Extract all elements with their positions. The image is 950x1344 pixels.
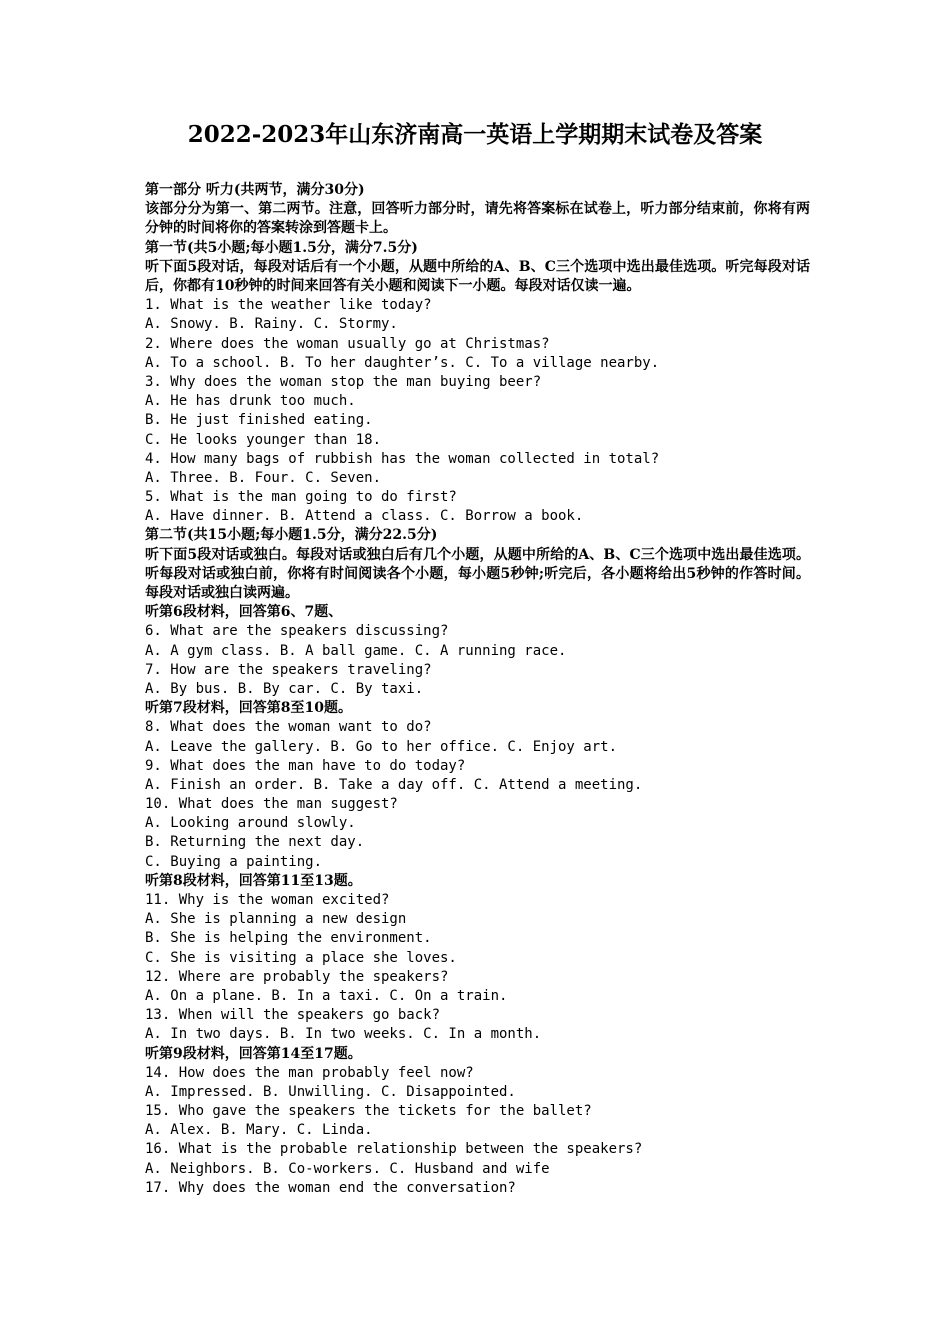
question-line: A. He has drunk too much. bbox=[145, 393, 356, 410]
question-line: 12. Where are probably the speakers? bbox=[145, 968, 449, 985]
section-heading: 听第8段材料，回答第11至13题。 bbox=[145, 872, 362, 889]
question-line: A. A gym class. B. A ball game. C. A running race. bbox=[145, 642, 567, 659]
instruction-paragraph: 听下面5段对话，每段对话后有一个小题，从题中所给的A、B、C三个选项中选出最佳选项。听完每段对话后，你都有10秒钟的时间来回答有关小题和阅读下一小题。每段对话仅读一遍。 bbox=[145, 258, 810, 294]
question-line: A. Impressed. B. Unwilling. C. Disappointed. bbox=[145, 1083, 516, 1100]
question-line: 10. What does the man suggest? bbox=[145, 796, 398, 813]
question-line: A. On a plane. B. In a taxi. C. On a train. bbox=[145, 987, 508, 1004]
question-line: B. She is helping the environment. bbox=[145, 930, 432, 947]
question-line: 1. What is the weather like today? bbox=[145, 297, 432, 314]
question-line: A. Alex. B. Mary. C. Linda. bbox=[145, 1122, 373, 1139]
question-line: 16. What is the probable relationship between the speakers? bbox=[145, 1141, 643, 1158]
section-heading: 第二节(共15小题;每小题1.5分，满分22.5分) bbox=[145, 527, 438, 544]
document-title: 2022-2023年山东济南高一英语上学期期末试卷及答案 bbox=[187, 121, 763, 148]
question-line: C. He looks younger than 18. bbox=[145, 431, 382, 448]
question-line: 3. Why does the woman stop the man buying beer? bbox=[145, 373, 542, 390]
question-line: A. She is planning a new design bbox=[145, 911, 407, 928]
section-heading: 听第7段材料，回答第8至10题。 bbox=[145, 700, 352, 717]
instruction-paragraph: 该部分分为第一、第二两节。注意，回答听力部分时，请先将答案标在试卷上，听力部分结束前，你将有两分钟的时间将你的答案转涂到答题卡上。 bbox=[145, 201, 810, 237]
question-line: A. Leave the gallery. B. Go to her office. C. Enjoy art. bbox=[145, 738, 618, 755]
section-heading: 第一节(共5小题;每小题1.5分，满分7.5分) bbox=[145, 239, 418, 256]
question-line: 9. What does the man have to do today? bbox=[145, 757, 466, 774]
question-line: 11. Why is the woman excited? bbox=[145, 892, 390, 909]
question-line: 14. How does the man probably feel now? bbox=[145, 1064, 474, 1081]
question-line: 2. Where does the woman usually go at Christmas? bbox=[145, 335, 550, 352]
question-line: A. Have dinner. B. Attend a class. C. Borrow a book. bbox=[145, 508, 584, 525]
question-line: A. Neighbors. B. Co-workers. C. Husband and wife bbox=[145, 1160, 550, 1177]
instruction-paragraph: 听下面5段对话或独白。每段对话或独白后有几个小题，从题中所给的A、B、C三个选项中选出最佳选项。听每段对话或独白前，你将有时间阅读各个小题，每小题5秒钟;听完后，各小题将给出5秒钟的作答时间。每段对话或独白读两遍。 bbox=[145, 546, 810, 602]
question-line: A. Snowy. B. Rainy. C. Stormy. bbox=[145, 316, 398, 333]
question-line: A. Looking around slowly. bbox=[145, 815, 356, 832]
question-line: 17. Why does the woman end the conversation? bbox=[145, 1179, 516, 1196]
question-line: A. Finish an order. B. Take a day off. C. Attend a meeting. bbox=[145, 776, 643, 793]
question-line: A. Three. B. Four. C. Seven. bbox=[145, 469, 382, 486]
section-heading: 听第9段材料，回答第14至17题。 bbox=[145, 1045, 362, 1062]
question-line: A. By bus. B. By car. C. By taxi. bbox=[145, 680, 424, 697]
question-line: 15. Who gave the speakers the tickets for the ballet? bbox=[145, 1103, 592, 1120]
section-heading: 第一部分 听力(共两节，满分30分) bbox=[145, 182, 365, 198]
question-line: C. Buying a painting. bbox=[145, 853, 323, 870]
question-line: 6. What are the speakers discussing? bbox=[145, 623, 449, 640]
question-line: 7. How are the speakers traveling? bbox=[145, 661, 432, 678]
document-body bbox=[145, 181, 810, 1198]
question-line: C. She is visiting a place she loves. bbox=[145, 949, 457, 966]
question-line: B. Returning the next day. bbox=[145, 834, 365, 851]
question-line: 13. When will the speakers go back? bbox=[145, 1007, 441, 1024]
question-line: A. In two days. B. In two weeks. C. In a month. bbox=[145, 1026, 542, 1043]
section-heading: 听第6段材料，回答第6、7题、 bbox=[145, 604, 343, 621]
question-line: B. He just finished eating. bbox=[145, 412, 373, 429]
question-line: 4. How many bags of rubbish has the woman collected in total? bbox=[145, 450, 660, 467]
question-line: 5. What is the man going to do first? bbox=[145, 489, 457, 506]
question-line: A. To a school. B. To her daughter’s. C. To a village nearby. bbox=[145, 354, 660, 371]
question-line: 8. What does the woman want to do? bbox=[145, 719, 432, 736]
